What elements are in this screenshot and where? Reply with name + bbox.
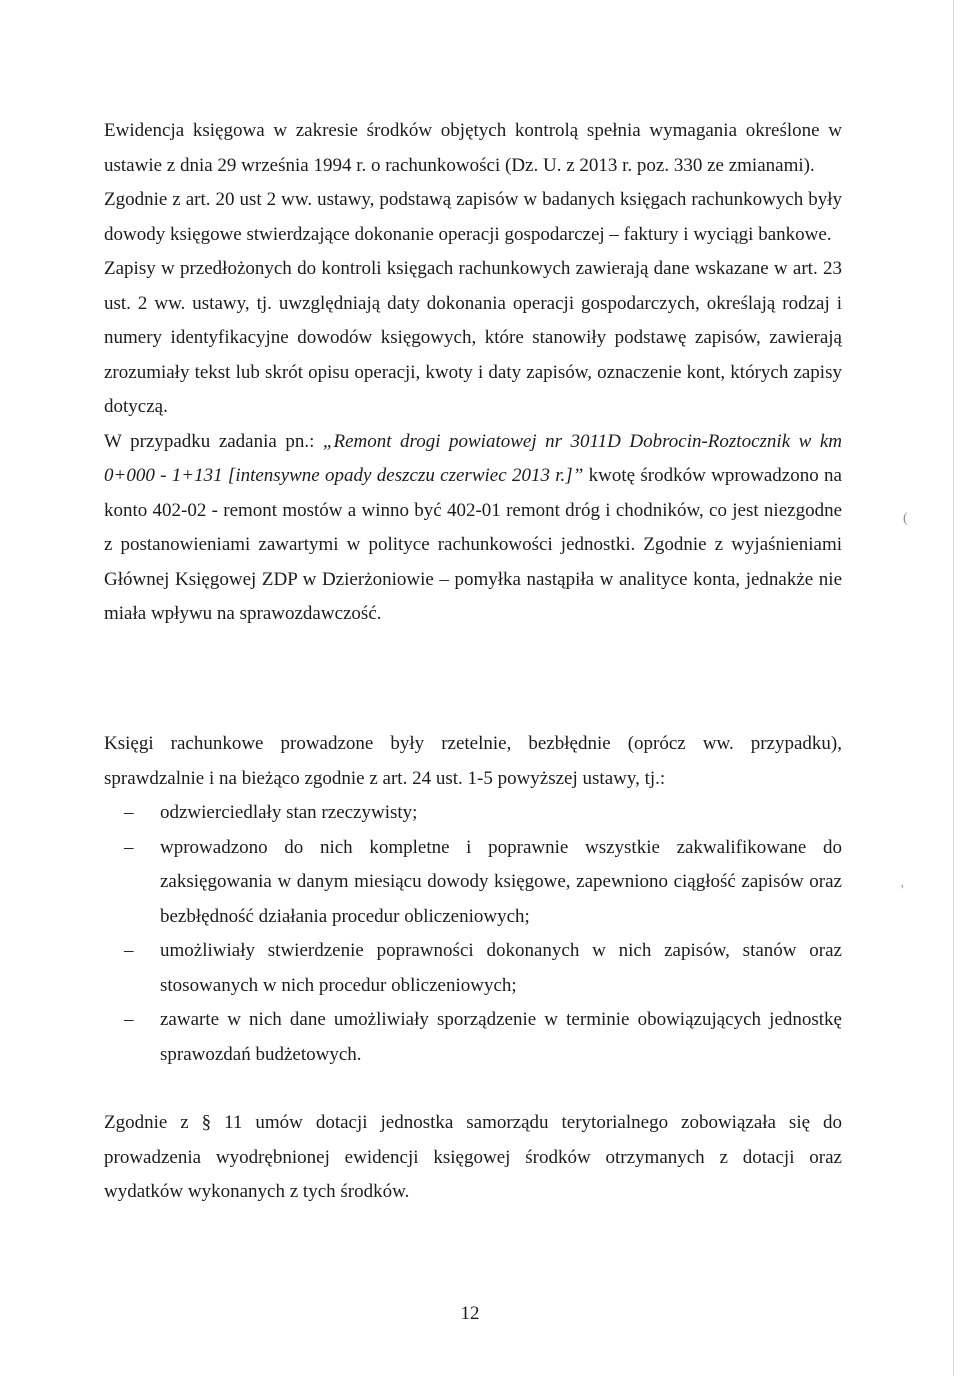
task-suffix: kwotę środków wprowadzono na konto 402-02 - remont mostów a winno być 402-01 remont dróg i chodników, co jest niezgodne z postanowieniami zawartymi w polityce rachunkowości jednostki. Zgodnie z wyjaśnieniami Głównej Księgowej ZDP w Dzierżoniowie – pomyłka nastąpiła w analityce konta, jednakże nie miała wpływu na sprawozdawczość. [104,465,842,624]
paragraph-subsidy-records: Zgodnie z § 11 umów dotacji jednostka samorządu terytorialnego zobowiązała się do prowadzenia wyodrębnionej ewidencji księgowej środków otrzymanych z dotacji oraz wydatków wykonanych z tych środków. [104,1112,842,1202]
list-item [104,831,842,935]
list-item [104,796,842,831]
text-block-accounting-books [104,727,842,1072]
task-prefix: W przypadku zadania pn.: [104,430,323,452]
list-item [104,1003,842,1072]
list-item [104,934,842,1003]
text-block-records [104,114,842,632]
paragraph-books-intro: Księgi rachunkowe prowadzone były rzetelnie, bezbłędnie (oprócz ww. przypadku), sprawdzalnie i na bieżąco zgodnie z art. 24 ust. 1-5 powyższej ustawy, tj.: [104,733,842,789]
list-item-text: zawarte w nich dane umożliwiały sporządzenie w terminie obowiązujących jednostkę sprawozdań budżetowych. [160,1009,842,1065]
requirements-list [104,796,842,1072]
paragraph-task-error [104,425,842,632]
list-item-text: odzwierciedlały stan rzeczywisty; [160,802,418,823]
scan-edge-line [953,0,954,1376]
dash-bullet: – [124,1009,134,1030]
task-title: „Remont drogi powiatowej nr 3011D Dobrocin-Roztocznik w km 0+000 - 1+131 [intensywne opady deszczu czerwiec 2013 r.]” [104,430,842,486]
paragraph-basis-of-entries: Zgodnie z art. 20 ust 2 ww. ustawy, podstawą zapisów w badanych księgach rachunkowych były dowody księgowe stwierdzające dokonanie operacji gospodarczej – faktury i wyciągi bankowe. [104,189,842,245]
list-item-text: wprowadzono do nich kompletne i poprawnie wszystkie zakwalifikowane do zaksięgowania w danym miesiącu dowody księgowe, zapewniono ciągłość zapisów oraz bezbłędność działania procedur obliczeniowych; [160,836,842,927]
margin-tick-mark: ' [901,883,904,898]
dash-bullet: – [124,836,134,858]
dash-bullet: – [124,940,134,961]
dash-bullet: – [124,802,134,823]
paragraph-entry-contents: Zapisy w przedłożonych do kontroli księgach rachunkowych zawierają dane wskazane w art. 23 ust. 2 ww. ustawy, tj. uwzględniają daty dokonania operacji gospodarczych, określają rodzaj i numery identyfikacyjne dowodów księgowych, które stanowiły podstawę zapisów, zawierają zrozumiały tekst lub skrót opisu operacji, kwoty i daty zapisów, oznaczenie kont, których zapisy dotyczą. [104,258,842,417]
list-item-text: umożliwiały stwierdzenie poprawności dokonanych w nich zapisów, stanów oraz stosowanych w nich procedur obliczeniowych; [160,940,842,996]
page-number: 12 [460,1303,480,1324]
text-block-subsidy [104,1106,842,1210]
paragraph-compliance: Ewidencja księgowa w zakresie środków objętych kontrolą spełnia wymagania określone w ustawie z dnia 29 września 1994 r. o rachunkowości (Dz. U. z 2013 r. poz. 330 ze zmianami). [104,120,842,176]
margin-paren-mark: ( [903,511,908,526]
